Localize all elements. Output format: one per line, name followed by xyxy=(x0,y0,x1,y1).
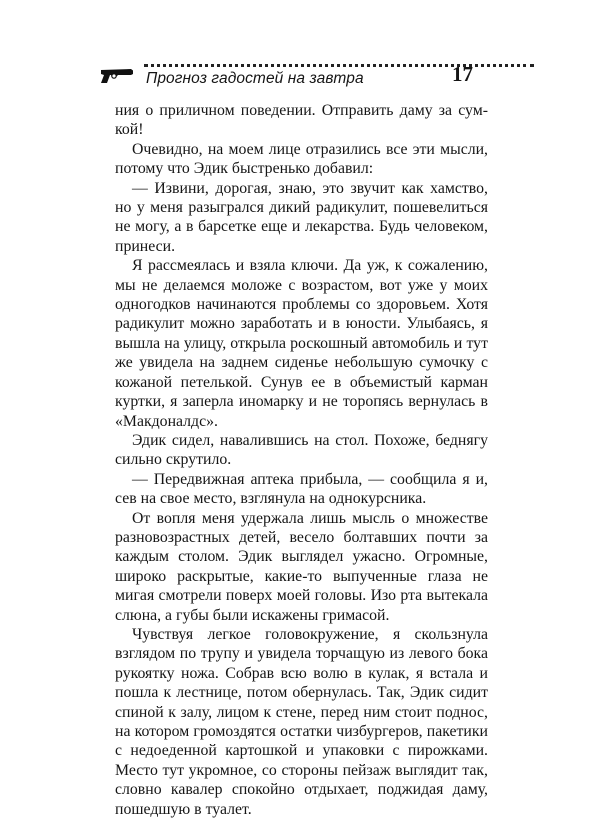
paragraph: ния о приличном поведении. Отправить даму за сумкой! xyxy=(115,102,488,139)
header-dotted-rule xyxy=(144,64,534,67)
paragraph: — Передвижная аптека прибыла, — сообщила я и, сев на свое место, взглянула на однокурсника. xyxy=(115,470,488,508)
running-title: Прогноз гадостей на завтра xyxy=(146,70,364,87)
page-header xyxy=(100,58,472,92)
paragraph: Очевидно, на моем лице отразились все эти мысли, потому что Эдик быстренько добавил: xyxy=(115,140,488,178)
paragraph: Чувствуя легкое головокружение, я скользнула взглядом по трупу и увидела торчащую из левого бока рукоятку ножа. Собрав всю волю в кулак, я встала и пошла к лестнице, потом обернулась. Так, Эдик сидит спиной к залу, лицом к стене, перед ним стоит поднос, на котором громоздятся остатки чизбургеров, пакетики с недоеденной картошкой и упаковки с пирожками. Место тут укромное, со стороны пейзаж выглядит так, словно кавалер спокойно отдыхает, поджидая даму, пошедшую в туалет. xyxy=(115,625,488,818)
paragraph: — Извини, дорогая, знаю, это звучит как хамство, но у меня разыгрался дикий радикулит, пошевелиться не могу, а в барсетке еще и лекарства. Будь человеком, принеси. xyxy=(115,179,488,255)
body-text xyxy=(115,101,488,819)
paragraph: Эдик сидел, навалившись на стол. Похоже, беднягу сильно скрутило. xyxy=(115,431,488,469)
page-number: 17 xyxy=(452,62,473,86)
paragraph: Я рассмеялась и взяла ключи. Да уж, к сожалению, мы не делаемся моложе с возрастом, вот уже у моих одногодков начинаются проблемы со здоровьем. Хотя радикулит можно заработать и в юности. Улыбаясь, я вышла на улицу, открыла роскошный автомобиль и тут же увидела на заднем сиденье небольшую сумочку с кожаной петелькой. Сунув ее в объемистый карман куртки, я заперла иномарку и не торопясь вернулась в «Макдоналдс». xyxy=(115,257,488,430)
pistol-icon xyxy=(100,66,134,84)
paragraph: От вопля меня удержала лишь мысль о множестве разновозрастных детей, весело болтавших почти за каждым столом. Эдик выглядел ужасно. Огромные, широко раскрытые, какие-то выпученные глаза не мигая смотрели поверх моей головы. Изо рта вытекала слюна, а губы были искажены гримасой. xyxy=(115,509,488,624)
